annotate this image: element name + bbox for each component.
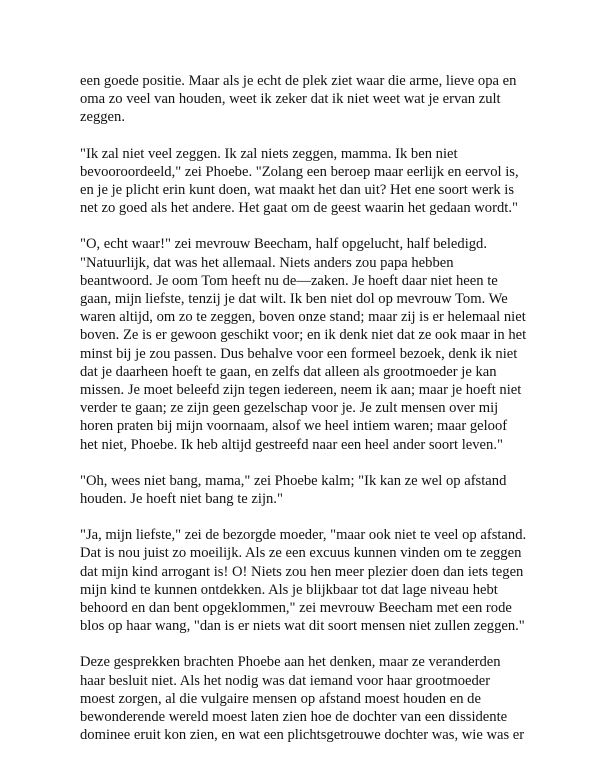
paragraph-5: "Ja, mijn liefste," zei de bezorgde moeder, "maar ook niet te veel op afstand. Dat is nou juist zo moeilijk. Als ze een excuus kunnen vinden om te zeggen dat mijn kind arrogant is! O! Niets zou hen meer plezier doen dan iets tegen mijn kind te kunnen ontdekken. Als je blijkbaar tot dat lage niveau hebt behoord en dan bent opgeklommen," zei mevrouw Beecham met een rode blos op haar wang, "dan is er niets wat dit soort mensen niet zullen zeggen."	[80, 527, 527, 635]
paragraph-2: "Ik zal niet veel zeggen. Ik zal niets zeggen, mamma. Ik ben niet bevooroordeeld," zei Phoebe. "Zolang een beroep maar eerlijk en eervol is, en je je plicht erin kunt doen, wat maakt het dan uit? Het ene soort werk is net zo goed als het andere. Het gaat om de geest waarin het gedaan wordt."	[80, 145, 519, 217]
paragraph-3: "O, echt waar!" zei mevrouw Beecham, half opgelucht, half beledigd. "Natuurlijk, dat was het allemaal. Niets anders zou papa hebben beantwoord. Je oom Tom heeft nu de—zaken. Je hoeft daar niet heen te gaan, mijn liefste, tenzij je dat wilt. Ik ben niet dol op mevrouw Tom. We waren altijd, om zo te zeggen, boven onze stand; maar zij is er helemaal niet boven. Ze is er gewoon geschikt voor; en ik denk niet dat ze ook maar in het minst bij je zou passen. Dus behalve voor een formeel bezoek, denk ik niet dat je daarheen hoeft te gaan, en zelfs dat alleen als grootmoeder je kan missen. Je moet beleefd zijn tegen iedereen, neem ik aan; maar je hoeft niet verder te gaan; ze zijn geen gezelschap voor je. Je zult mensen over mij horen praten bij mijn voornaam, alsof we heel intiem waren; maar geloof het niet, Phoebe. Ik heb altijd gestreefd naar een heel ander soort leven."	[80, 236, 527, 453]
paragraph-1: een goede positie. Maar als je echt de plek ziet waar die arme, lieve opa en oma zo veel van houden, weet ik zeker dat ik niet weet wat je ervan zult zeggen.	[80, 73, 517, 126]
paragraph-6: Deze gesprekken brachten Phoebe aan het denken, maar ze veranderden haar besluit niet. Als het nodig was dat iemand voor haar grootmoeder moest zorgen, al die vulgaire mensen op afstand moest houden en de bewonderende wereld moest laten zien hoe de dochter van een dissidente dominee eruit kon zien, en wat een plichtsgetrouwe dochter was, wie was er	[80, 654, 525, 744]
document-page	[80, 72, 528, 763]
paragraph-4: "Oh, wees niet bang, mama," zei Phoebe kalm; "Ik kan ze wel op afstand houden. Je hoeft niet bang te zijn."	[80, 472, 507, 508]
